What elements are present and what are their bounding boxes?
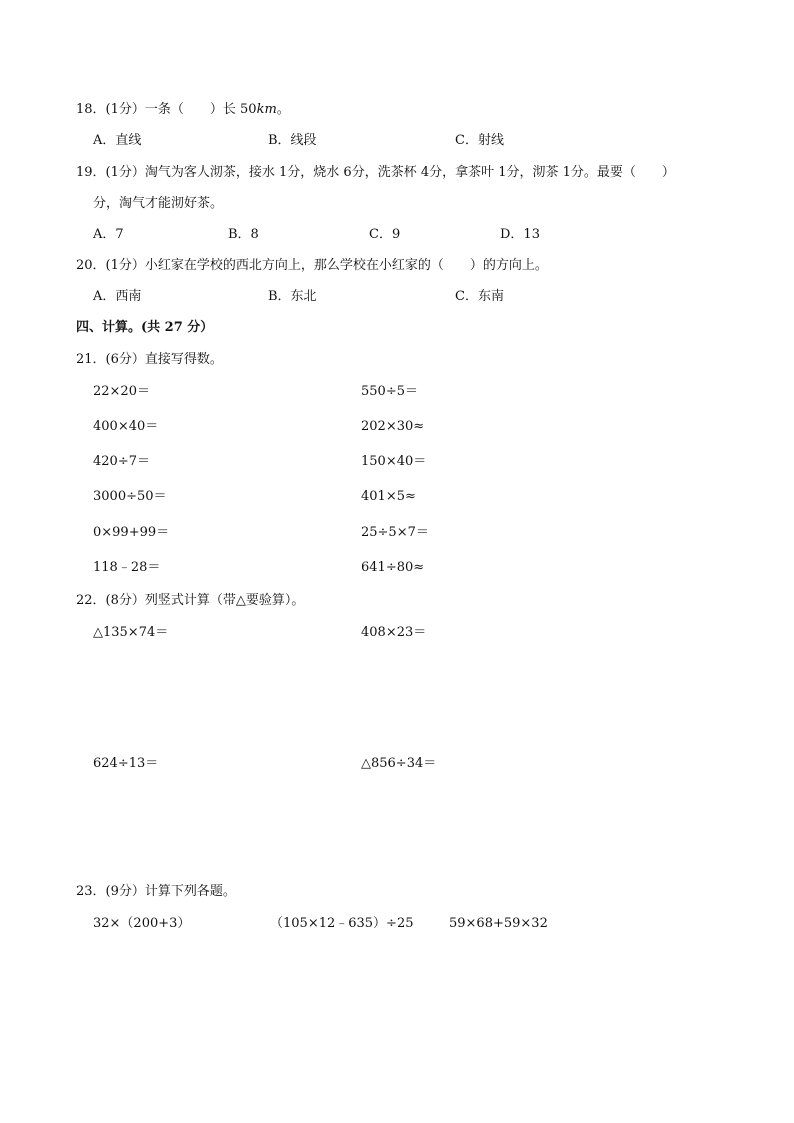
q18-stem: [76, 102, 290, 118]
q18-option-c: C．射线: [455, 133, 504, 148]
q21-left-3: 420÷7＝: [93, 454, 150, 469]
section-4-title: 四、计算。(共 27 分）: [76, 320, 214, 335]
q21-right-4: 401×5≈: [361, 489, 416, 504]
q23-stem: 23．(9分）计算下列各题。: [76, 884, 236, 899]
q22-item-3: 624÷13＝: [93, 756, 159, 771]
q22-stem: 22．(8分）列竖式计算（带△要验算）。: [76, 593, 305, 608]
q21-left-2: 400×40＝: [93, 419, 159, 434]
q21-left-5: 0×99+99＝: [93, 525, 170, 540]
q21-left-6: 118﹣28＝: [93, 560, 161, 575]
q18-option-b: B．线段: [268, 133, 317, 148]
q19-option-b: B．8: [228, 227, 259, 242]
q19-option-c: C．9: [369, 227, 401, 242]
q21-right-6: 641÷80≈: [361, 560, 425, 575]
q21-stem: 21．(6分）直接写得数。: [76, 352, 223, 367]
q20-option-c: C．东南: [455, 289, 504, 304]
q21-right-1: 550÷5＝: [361, 384, 418, 399]
q19-option-d: D．13: [500, 227, 540, 242]
q23-item-2: （105×12﹣635）÷25: [270, 916, 414, 931]
q20-stem: 20．(1分）小红家在学校的西北方向上，那么学校在小红家的（ ）的方向上。: [76, 258, 548, 273]
q18-option-a: A．直线: [93, 133, 142, 148]
q20-option-b: B．东北: [268, 289, 317, 304]
q20-option-a: A．西南: [93, 289, 142, 304]
q22-item-4: △856÷34＝: [361, 756, 437, 771]
q22-item-2: 408×23＝: [361, 625, 427, 640]
q21-left-4: 3000÷50＝: [93, 489, 167, 504]
q19-stem-line2: 分，淘气才能沏好茶。: [93, 196, 224, 211]
q19-option-a: A．7: [93, 227, 124, 242]
q18-unit: km: [256, 102, 277, 117]
q21-right-3: 150×40＝: [361, 454, 427, 469]
q21-right-2: 202×30≈: [361, 419, 425, 434]
q23-item-3: 59×68+59×32: [449, 916, 548, 931]
q18-stem-pre: 18．(1分）一条（ ）长 50: [76, 102, 257, 117]
q22-item-1: △135×74＝: [93, 625, 169, 640]
q18-stem-post: 。: [276, 102, 290, 117]
q21-right-5: 25÷5×7＝: [361, 525, 429, 540]
q23-item-1: 32×（200+3）: [93, 916, 191, 931]
q21-left-1: 22×20＝: [93, 384, 150, 399]
q19-stem-line1: 19．(1分）淘气为客人沏茶，接水 1分，烧水 6分，洗茶杯 4分，拿茶叶 1分，沏茶 1分。最要（ ）: [76, 165, 675, 180]
